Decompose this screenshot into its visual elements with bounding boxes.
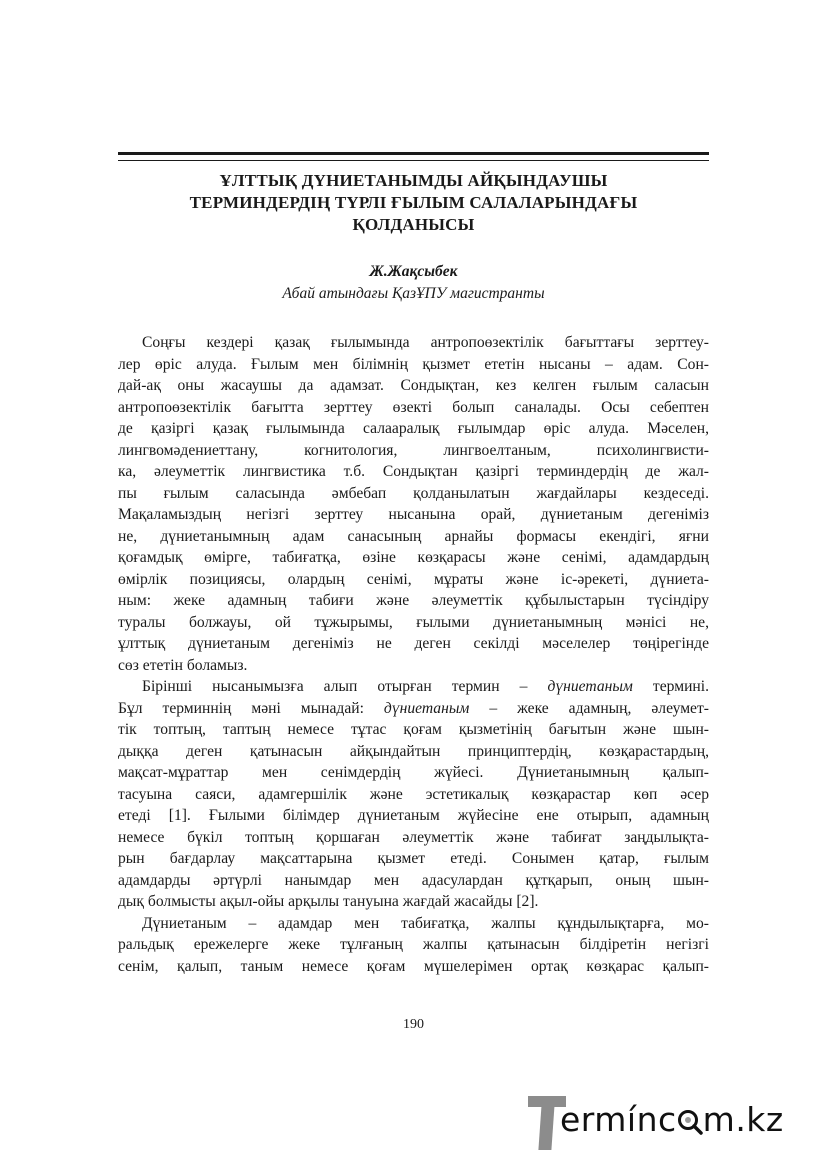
text-line: Дүниетаным – адамдар мен табиғатқа, жалпы құндылықтарға, мо- [142, 914, 709, 932]
logo-text-start: ermínc [560, 1100, 677, 1139]
text-line: ным: жеке адамның табиғи және әлеуметтік құбылыстарын түсіндіру [118, 592, 709, 609]
text-line: етеді [1]. Ғылыми білімдер дүниетаным жүйесіне ене отырып, адамның [118, 807, 709, 824]
logo-text-end: m.kz [702, 1100, 784, 1139]
text-line: мақсат-мұраттар мен сенімдердің жүйесі. Дүниетанымның қалып- [118, 764, 709, 781]
text-line: Мақаламыздың негізгі зерттеу нысанына орай, дүниетаным дегеніміз [118, 506, 709, 523]
termincom-logo [522, 1086, 822, 1156]
text-line: антропоөзектілік бағытта зерттеу өзекті болып саналады. Осы себептен [118, 398, 709, 416]
text-line: не, дүниетанымның адам санасының арнайы формасы екендігі, яғни [118, 527, 709, 545]
text-line: ка, әлеуметтік лингвистика т.б. Сондықтан қазіргі терминдердің де жал- [118, 463, 709, 480]
text-line: дыққа деген қатынасын айқындайтын принциптердің, көзқарастардың, [118, 742, 709, 760]
paragraph [118, 913, 709, 978]
title-line-1: ҰЛТТЫҚ ДҮНИЕТАНЫМДЫ АЙҚЫНДАУШЫ [219, 171, 608, 190]
author-affiliation: Абай атындағы ҚазҰПУ магистранты [282, 285, 545, 302]
text-line: лингвомәдениеттану, когнитология, лингвоелтаным, психолингвисти- [118, 441, 709, 459]
text-line: ральдық ережелерге жеке тұлғаның жалпы қатынасын білдіретін негізгі [118, 936, 709, 953]
title-line-3: ҚОЛДАНЫСЫ [352, 215, 475, 234]
logo-wordmark [560, 1100, 784, 1139]
text-line: дай-ақ оны жасаушы да адамзат. Сондықтан, кез келген ғылым саласын [118, 377, 709, 394]
top-rule-thin [118, 160, 709, 161]
text-line: немесе бүкіл топтың қоршаған әлеуметтік және табиғат заңдылықта- [118, 828, 709, 846]
text-line: дық болмысты ақыл-ойы арқылы тануына жағдай жасайды [2]. [118, 893, 539, 910]
article-title [118, 170, 709, 236]
text-line: тасуына саяси, адамгершілік және эстетикалық көзқарастар көп әсер [118, 785, 709, 803]
text-line: сенім, қалып, таным немесе қоғам мүшелерімен ортақ көзқарас қалып- [118, 957, 709, 975]
paragraph [118, 676, 709, 913]
text-line: рын бағдарлау мақсаттарына қызмет етеді. Сонымен қатар, ғылым [118, 850, 709, 867]
top-rule-thick [118, 152, 709, 155]
term-italic: дүниетаным [547, 678, 633, 695]
text-line: де қазіргі қазақ ғылымында салааралық ғылымдар өріс алуда. Мәселен, [118, 420, 709, 437]
title-line-2: ТЕРМИНДЕРДІҢ ТҮРЛІ ҒЫЛЫМ САЛАЛАРЫНДАҒЫ [189, 193, 638, 212]
text-line: адамдарды әртүрлі нанымдар мен адасулардан құтқарып, оның шын- [118, 871, 709, 889]
text-line: туралы болжауы, ой тұжырымы, ғылыми дүниетанымның мәнісі не, [118, 613, 709, 631]
text-line: лер өріс алуда. Ғылым мен білімнің қызмет ететін нысаны – адам. Сон- [118, 355, 709, 373]
text-line: Бұл терминнің мәні мынадай: дүниетаным – жеке адамның, әлеумет- [118, 699, 709, 717]
text-line: пы ғылым саласында әмбебап қолданылатын жағдайлары кездеседі. [118, 484, 709, 502]
text-line: сөз ететін боламыз. [118, 656, 248, 674]
text-line: қоғамдық өмірге, табиғатқа, өзіне көзқарасы және сенімі, адамдардың [118, 549, 709, 566]
logo-magnifier-icon [677, 1100, 703, 1139]
paragraph [118, 332, 709, 676]
author-name: Ж.Жақсыбек [369, 263, 458, 280]
text-line: өмірлік позициясы, олардың сенімі, мұраты және іс-әрекеті, дүниета- [118, 570, 709, 588]
term-italic: дүниетаным [383, 699, 470, 717]
text-line: тік топтың, таптың немесе тұтас қоғам қызметінің бағытын және шын- [118, 721, 709, 738]
text-line: Бірінші нысанымызға алып отырған термин – дүниетаным термині. [142, 678, 709, 695]
text-line: ұлттық дүниетаным дегеніміз не деген секілді мәселелер төңірегінде [118, 635, 709, 652]
article-body [118, 332, 709, 977]
text-line: Соңғы кездері қазақ ғылымында антропоөзектілік бағыттағы зерттеу- [142, 334, 709, 351]
page-number: 190 [403, 1017, 424, 1032]
logo-t-stem-icon [538, 1104, 554, 1150]
